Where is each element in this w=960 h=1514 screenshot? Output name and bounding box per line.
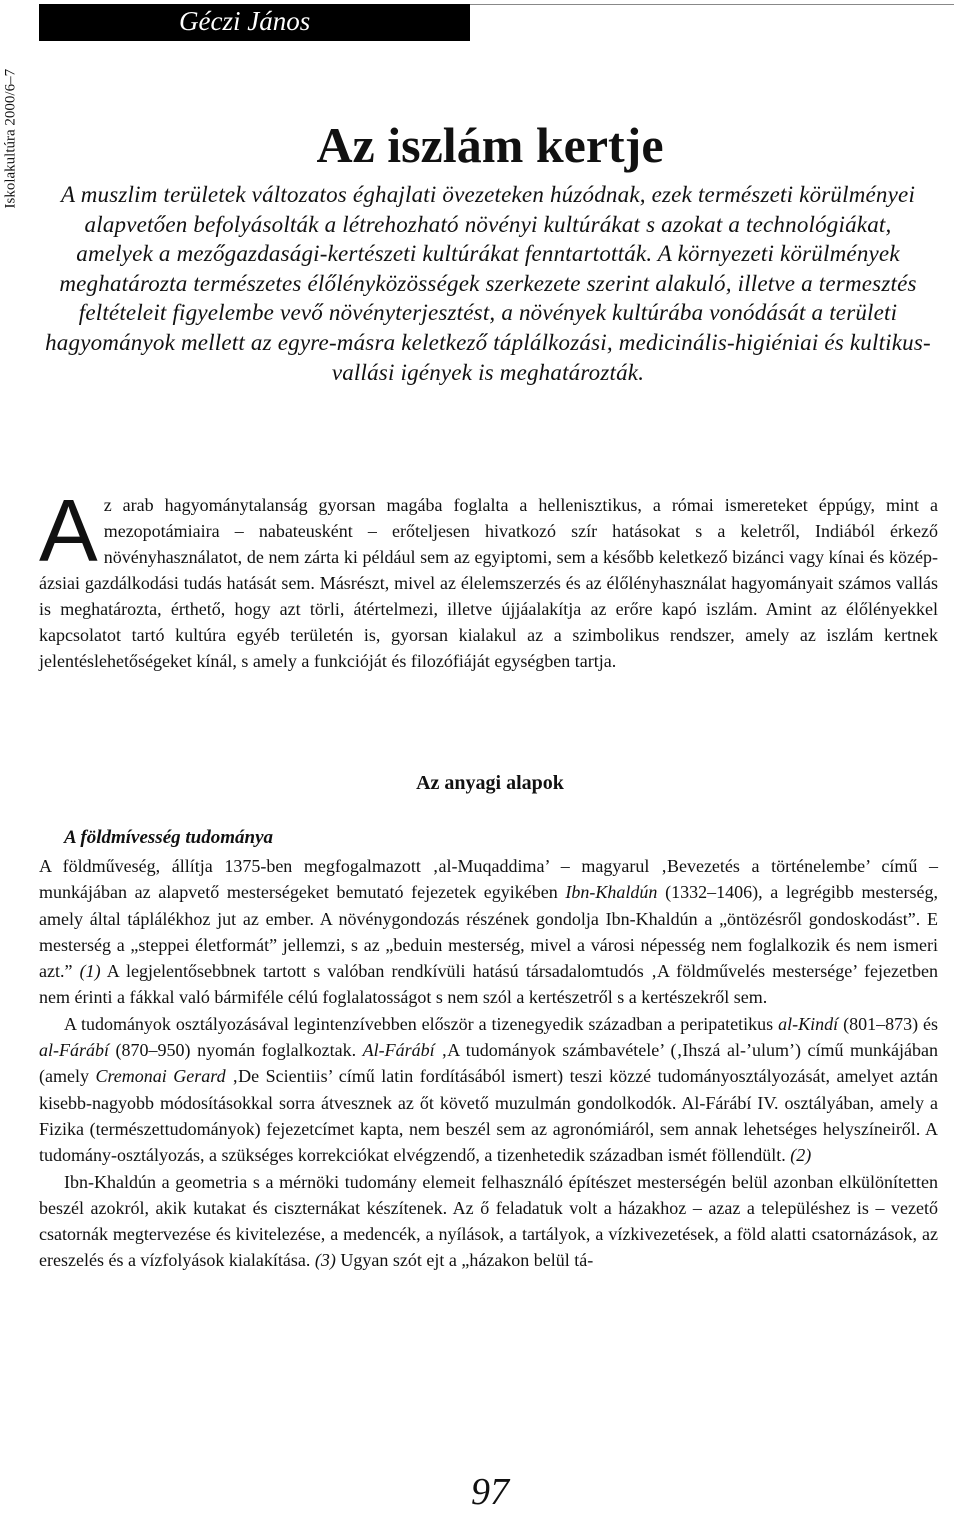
p2-text-i: ‚De Scientiis’ című latin fordításából ismert) teszi közzé tudományosztályozását, amelyet aztán kisebb-nagyobb módosításokkal sorra átvesznek az őt követő muzulmán gondolkodók. Al-Fárábí IV. osztályában, amely a Fizika (természettudományok) fejezetcímet kapta, nem beszél sem az agronómiáról, sem annak lehetséges helyszíneiről. A tudomány-osztályozás, a szükséges korrekciókat elvégzendő, a tizenhetedik században ismét föllendült. — [39, 1066, 938, 1166]
section-heading: Az anyagi alapok — [416, 772, 564, 794]
intro-text: z arab hagyománytalanság gyorsan magába foglalta a hellenisztikus, a római ismereteket éppúgy, mint a mezopotámiaira – nabateusként – erőteljesen hivatkozó szír hatásokat s a keletről, Indiából érkező növényhasználatot, de nem zárta ki például sem az egyiptomi, sem a később keletkező bizánci vagy kínai és közép-ázsiai gazdálkodási tudás hatását sem. Másrészt, mivel az élelemszerzés és az élőlényhasználat hagyományait számos vallás is meghatározta, érthető, hogy azt törli, átértelmezi, illetve újjáalakítja az erőre kapó iszlám. Amint az élőlényekkel kapcsolatot tartó kultúra egyéb területén is, gyorsan kialakul az a szimbolikus rendszer, amely az iszlám kertnek jelentéslehetőségeket kínál, s amely a funkcióját és filozófiáját egységben tartja. — [39, 495, 938, 671]
p2-name-al-farabi: al-Fárábí — [39, 1040, 109, 1061]
paragraph-1 — [39, 853, 938, 1011]
page-number: 97 — [471, 1471, 509, 1513]
author-name: Géczi János — [179, 6, 311, 36]
p2-name-al-kindi: al-Kindí — [778, 1013, 839, 1034]
author-banner — [39, 4, 470, 41]
paragraph-3 — [39, 1169, 938, 1274]
intro-paragraph — [39, 481, 938, 674]
drop-cap: A — [39, 481, 98, 580]
p3-text-c: Ugyan szót ejt a „házakon belül tá- — [335, 1250, 594, 1271]
subsection-heading: A földmívesség tudománya — [64, 827, 273, 848]
p2-text-c: (801–873) és — [838, 1013, 939, 1034]
p1-name-ibn-khaldun: Ibn-Khaldún — [565, 882, 658, 903]
p2-text-e: (870–950) nyomán foglalkoztak. — [109, 1040, 363, 1061]
paragraph-2 — [39, 1011, 938, 1169]
p1-text-c: (1332–1406), a legrégibb mesterség, amely által táplálékhoz jut az ember. A növénygondozás részének gondolja Ibn-Khaldún a „öntözésről gondoskodást”. E mesterség a „steppei életformát” jellemzi, s az „beduin mesterség, mivel a városi népesség nem foglalkozik és nem ismeri azt.” — [39, 882, 939, 982]
footnote-ref-1: (1) — [79, 961, 101, 982]
p1-text-a: A földműveség, állítja 1375-ben megfogalmazott ‚al-Muqaddima’ – magyarul ‚Bevezetés a történelembe’ című – munkájában az alapvető mesterségeket bemutató fejezetek egyikében — [39, 856, 938, 903]
article-title: Az iszlám kertje — [316, 116, 664, 173]
p1-text-e: A legjelentősebbnek tartott s valóban rendkívüli hatású társadalomtudós ‚A földművelés mestersége’ fejezetben nem érinti a fákkal való bármiféle célú foglalatosságot s nem szól a kertészetről s a kertészekről sem. — [39, 961, 939, 1008]
footnote-ref-2: (2) — [790, 1145, 812, 1166]
p2-name-al-farabi-2: Al-Fárábí — [362, 1040, 435, 1061]
p2-text-g: ‚A tudományok számbavétele’ (‚Ihszá al-’ulum’) című munkájában (amely — [39, 1040, 938, 1087]
p2-name-gerard: Cremonai Gerard — [95, 1066, 226, 1087]
p2-text-a: A tudományok osztályozásával legintenzívebben először a tizenegyedik században a peripatetikus — [64, 1013, 779, 1034]
article-abstract: A muszlim területek változatos éghajlati övezeteken húzódnak, ezek természeti körülményei alapvetően befolyásolták a létrehozható növényi kultúrákat s azokat a technológiákat, amelyek a mezőgazdasági-kertészeti kultúrákat fenntartották. A környezeti körülmények meghatározta természetes élőlényközösségek szerkezete szerint alakuló, illetve a termesztés feltételeit figyelembe vevő növényterjesztést, a növények kultúrába vonódását a területi hagyományok mellett az egyre-másra keletkező táplálkozási, medicinális-higiéniai és kultikus-vallási igények is meghatározták. — [45, 182, 931, 385]
header-rule — [470, 4, 954, 5]
p3-text-a: Ibn-Khaldún a geometria s a mérnöki tudomány elemeit felhasználó építészet mesterségén belül azonban elkülönítetten beszél azokról, akik kutakat és ciszternákat készítenek. Az ő feladatuk volt a házakhoz – azaz a településhez is – vezető csatornák megtervezése és kivitelezése, a medencék, a nyílások, a tartályok, a vízkivezetések, a föld alatti csatornázások, az ereszelés és a vízfolyások kialakítása. — [39, 1171, 938, 1271]
journal-issue-label: Iskolakultúra 2000/6–7 — [2, 68, 19, 209]
footnote-ref-3: (3) — [314, 1250, 336, 1271]
main-text — [39, 853, 938, 1274]
